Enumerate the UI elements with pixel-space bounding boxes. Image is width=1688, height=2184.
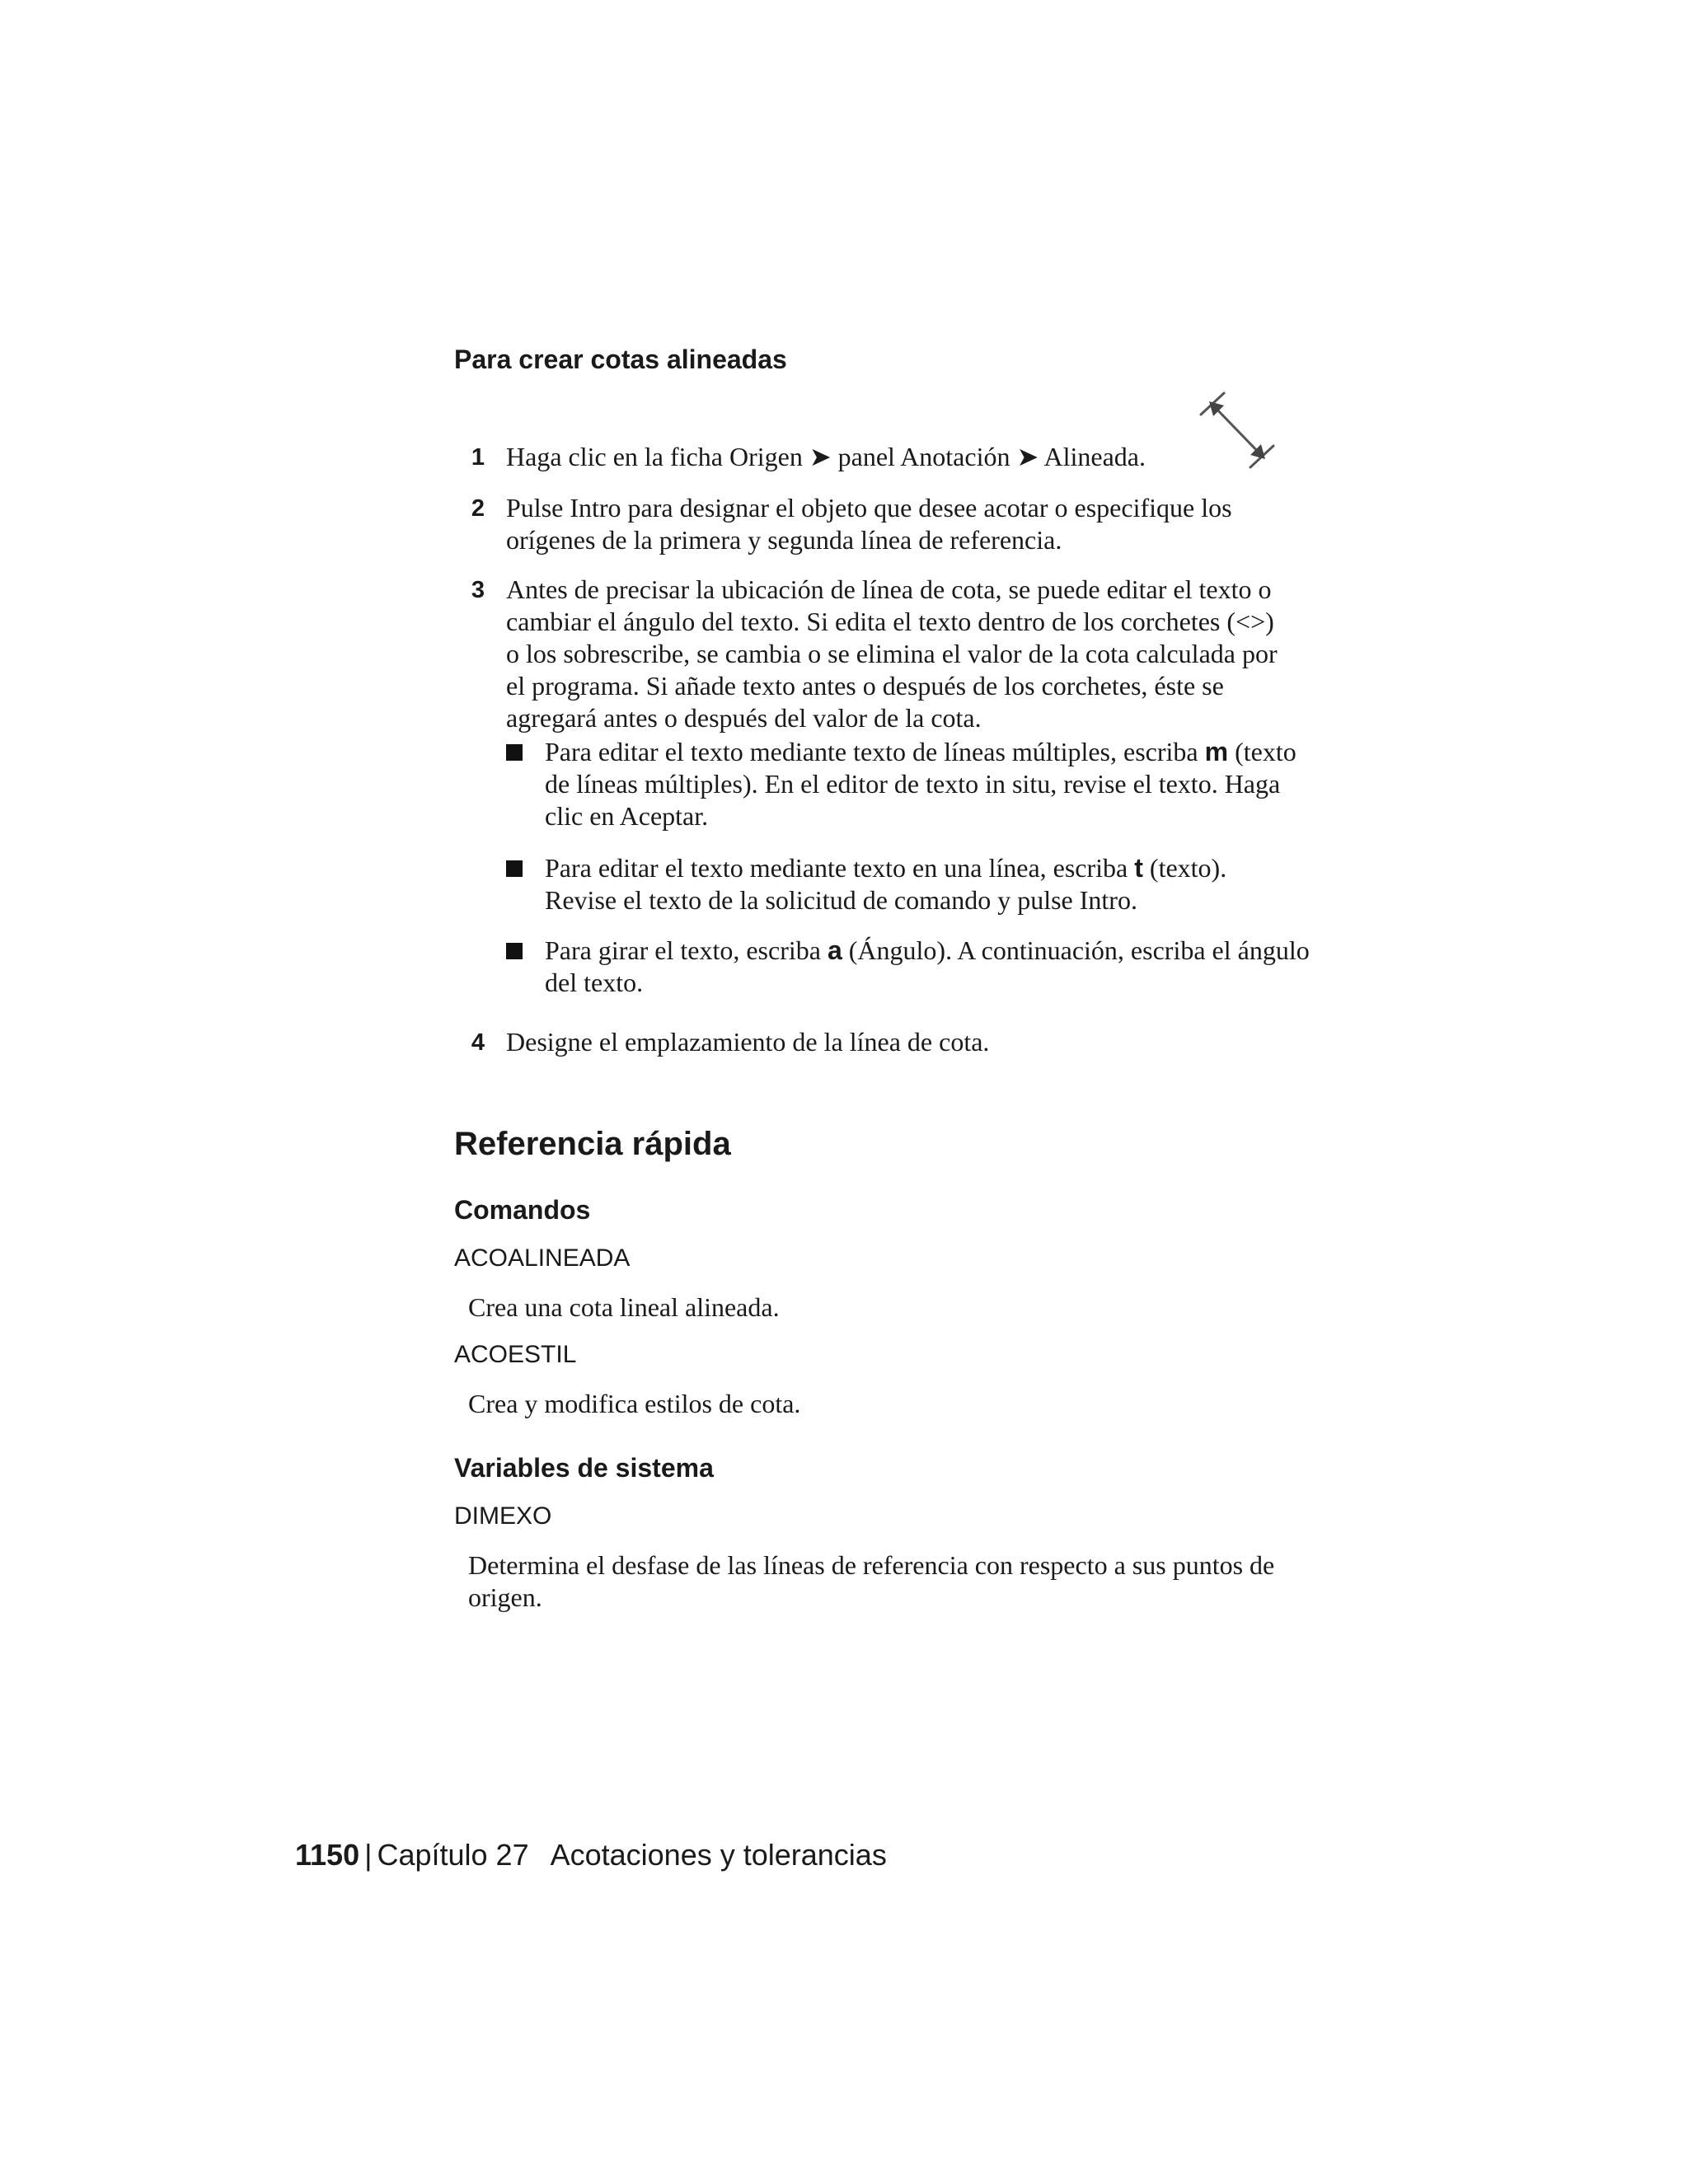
bullet-square-icon — [506, 943, 523, 959]
step-number: 1 — [471, 444, 485, 471]
bullet-square-icon — [506, 860, 523, 877]
option-key: t — [1134, 853, 1143, 883]
list-item: Para editar el texto mediante texto de líneas múltiples, escriba m (texto de líneas múltiples). En el editor de texto in situ, revise el texto. Haga clic en Aceptar. — [545, 737, 1296, 831]
step-number: 2 — [471, 495, 485, 522]
bullet-square-icon — [506, 744, 523, 761]
option-key: a — [827, 935, 842, 965]
sysvar-name: DIMEXO — [454, 1502, 552, 1530]
page-number: 1150 — [295, 1838, 360, 1872]
step-text: Pulse Intro para designar el objeto que desee acotar o especifique los orígenes de la primera y segunda línea de referencia. — [506, 493, 1232, 555]
option-key: m — [1204, 737, 1229, 766]
chapter-label: Capítulo 27 — [377, 1838, 529, 1872]
command-description: Crea y modifica estilos de cota. — [468, 1389, 801, 1418]
command-name: ACOESTIL — [454, 1341, 577, 1368]
procedure-title: Para crear cotas alineadas — [454, 344, 787, 374]
footer-separator: | — [364, 1838, 373, 1872]
sysvars-heading: Variables de sistema — [454, 1453, 714, 1483]
step-text: Antes de precisar la ubicación de línea de cota, se puede editar el texto o cambiar el ángulo del texto. Si edita el texto dentro de los corchetes (<>) o los sobrescribe, se cambia o se elimina el valor de la cota calculada por el programa. Si añade texto antes o después de los corchetes, éste se agregará antes o después del valor de la cota. — [506, 574, 1278, 733]
page-footer — [295, 1838, 887, 1872]
commands-heading: Comandos — [454, 1195, 591, 1225]
step-text: Designe el emplazamiento de la línea de cota. — [506, 1027, 990, 1057]
step-number: 4 — [471, 1029, 485, 1056]
step-number: 3 — [471, 577, 485, 603]
sysvar-description: Determina el desfase de las líneas de referencia con respecto a sus puntos de origen. — [468, 1550, 1275, 1612]
chapter-title: Acotaciones y tolerancias — [550, 1838, 887, 1872]
list-item: Para girar el texto, escriba a (Ángulo). A continuación, escriba el ángulo del texto. — [545, 935, 1310, 997]
command-description: Crea una cota lineal alineada. — [468, 1292, 780, 1322]
aligned-dimension-icon — [1199, 391, 1278, 470]
command-name: ACOALINEADA — [454, 1244, 631, 1272]
list-item: Para editar el texto mediante texto en una línea, escriba t (texto). Revise el texto de la solicitud de comando y pulse Intro. — [545, 853, 1227, 915]
step-text: Haga clic en la ficha Origen ➤ panel Anotación ➤ Alineada. — [506, 442, 1146, 471]
section-heading: Referencia rápida — [454, 1126, 731, 1162]
